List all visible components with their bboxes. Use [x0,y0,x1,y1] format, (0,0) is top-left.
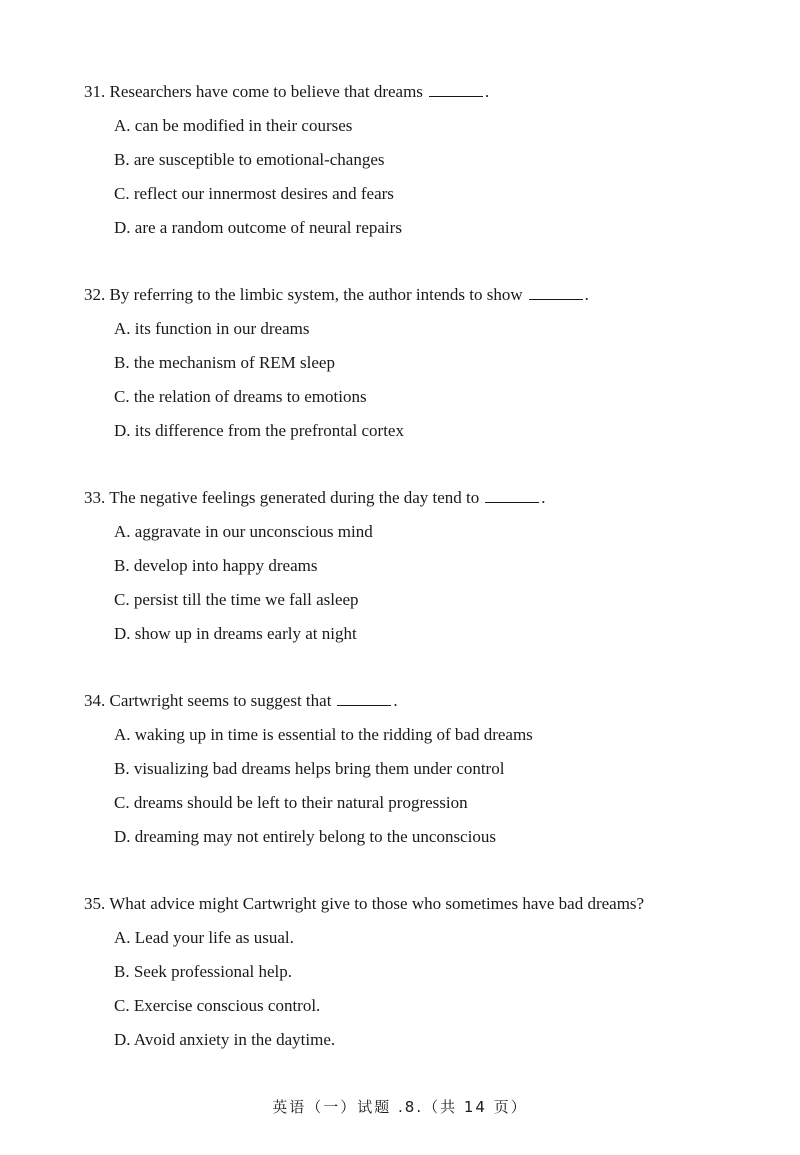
question-number: 34. [84,691,106,710]
question-number: 35. [84,894,106,913]
option-a: A. its function in our dreams [114,319,310,338]
question-end: . [484,82,490,101]
option-a: A. Lead your life as usual. [114,928,294,947]
question-stem [84,285,589,305]
option-d: D. its difference from the prefrontal cortex [114,421,404,440]
question-number: 33. [84,488,106,507]
question-text: The negative feelings generated during the day tend to [109,488,480,507]
option-b: B. develop into happy dreams [114,556,318,575]
option-c: C. persist till the time we fall asleep [114,590,359,609]
question-end: . [584,285,589,304]
option-d: D. Avoid anxiety in the daytime. [114,1030,336,1049]
answer-blank [337,691,391,706]
question-end: . [541,488,546,507]
option-c: C. Exercise conscious control. [114,996,321,1015]
question-stem [84,488,546,508]
question-text: Cartwright seems to suggest that [109,691,332,710]
question-stem [84,691,398,711]
option-a: A. can be modified in their courses [114,116,353,135]
option-b: B. are susceptible to emotional-changes [114,150,385,169]
option-c: C. reflect our innermost desires and fears [114,184,394,203]
answer-blank [529,285,583,300]
option-a: A. aggravate in our unconscious mind [114,522,373,541]
question-text: By referring to the limbic system, the author intends to show [109,285,523,304]
question-stem [84,82,489,102]
answer-blank [485,488,539,503]
option-b: B. the mechanism of REM sleep [114,353,335,372]
question-number: 31. [84,82,106,101]
question-stem [84,894,644,914]
option-d: D. are a random outcome of neural repairs [114,218,402,237]
question-end: . [393,691,398,710]
option-d: D. dreaming may not entirely belong to the unconscious [114,827,496,846]
question-text: Researchers have come to believe that dreams [109,82,423,101]
answer-blank [429,82,483,97]
option-b: B. Seek professional help. [114,962,292,981]
option-c: C. dreams should be left to their natural progression [114,793,468,812]
option-a: A. waking up in time is essential to the ridding of bad dreams [114,725,533,744]
question-number: 32. [84,285,106,304]
question-text: What advice might Cartwright give to those who sometimes have bad dreams? [109,894,645,913]
option-d: D. show up in dreams early at night [114,624,357,643]
option-c: C. the relation of dreams to emotions [114,387,367,406]
option-b: B. visualizing bad dreams helps bring them under control [114,759,505,778]
page-footer: 英语（一）试题 .8.（共 14 页） [272,1098,528,1116]
